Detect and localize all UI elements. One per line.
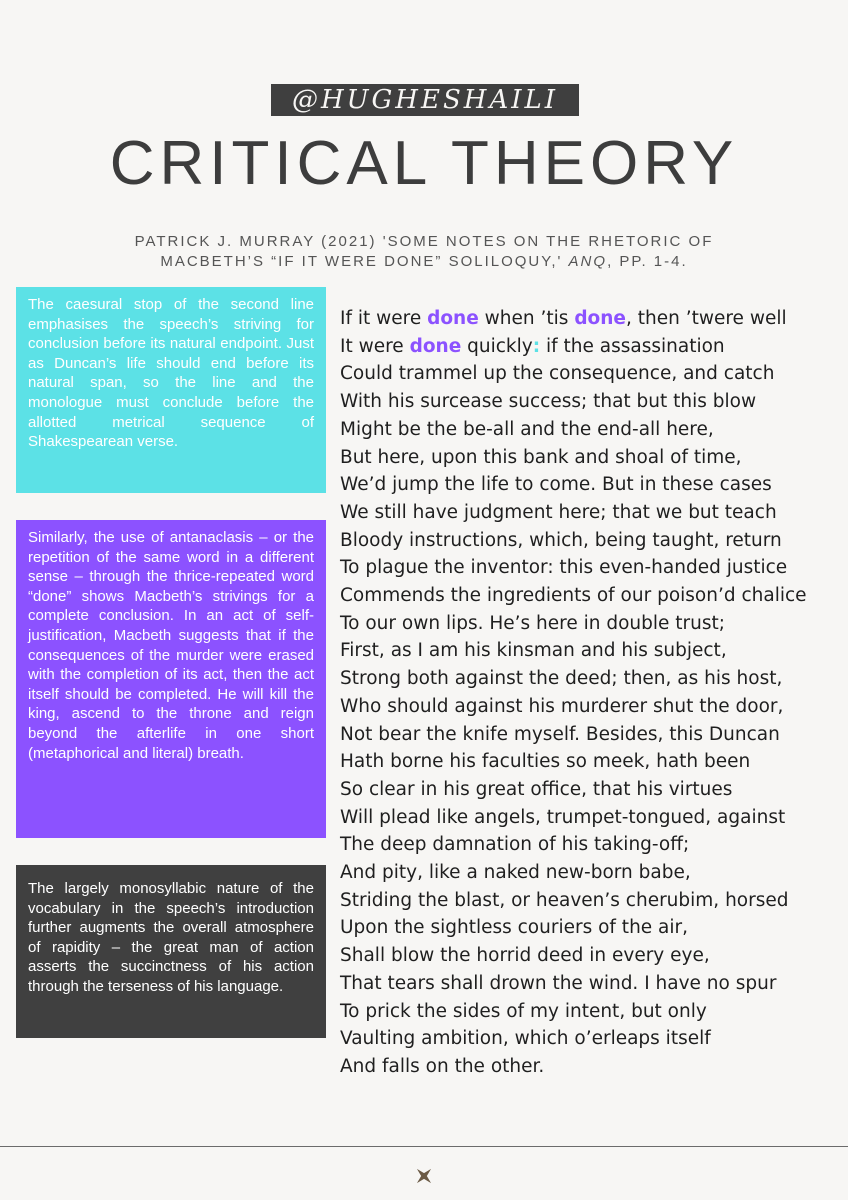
poem-line: Bloody instructions, which, being taught, return bbox=[340, 529, 782, 551]
poem-line: Striding the blast, or heaven’s cherubim, horsed bbox=[340, 889, 789, 911]
note-monosyllabic bbox=[16, 865, 326, 1038]
highlight-done: done bbox=[427, 308, 479, 329]
line-text: It were bbox=[340, 335, 410, 357]
poem-line bbox=[340, 305, 840, 333]
poem-line: Upon the sightless couriers of the air, bbox=[340, 917, 689, 939]
highlight-colon: : bbox=[532, 335, 541, 357]
poem-line: Who should against his murderer shut the door, bbox=[340, 695, 784, 717]
poem-line: Might be the be-all and the end-all here, bbox=[340, 418, 714, 440]
footer-divider bbox=[0, 1146, 848, 1147]
poem-line: That tears shall drown the wind. I have no spur bbox=[340, 972, 777, 994]
poem-line: Shall blow the horrid deed in every eye, bbox=[340, 945, 710, 967]
poem-line: Vaulting ambition, which o’erleaps itself bbox=[340, 1028, 711, 1050]
line-text: quickly bbox=[461, 335, 533, 357]
citation-journal: ANQ bbox=[568, 253, 608, 270]
poem-line bbox=[340, 333, 840, 361]
line-text: when ’tis bbox=[478, 308, 575, 329]
note-text: Similarly, the use of antanaclasis – or the repetition of the same word in a different sense – through the thrice-repeated word “done” shows Macbeth’s strivings for a complete conclusion. In an act of self-justification, Macbeth suggests that if the consequences of the murder were erased with the completion of its act, then the act itself should be completed. He will kill the king, ascend to the throne and reign beyond the afterlife in one short (metaphorical and literal) breath. bbox=[28, 529, 314, 762]
poem-line: Strong both against the deed; then, as his host, bbox=[340, 668, 783, 690]
poem-line: We’d jump the life to come. But in these cases bbox=[340, 474, 772, 496]
poem-line: And falls on the other. bbox=[340, 1055, 545, 1077]
poem-line: The deep damnation of his taking-off; bbox=[340, 834, 690, 856]
note-text: The largely monosyllabic nature of the vocabulary in the speech’s introduction further augments the overall atmosphere of rapidity – the great man of action asserts the succinctness of his action through the terseness of his language. bbox=[28, 880, 314, 995]
poem-line: To our own lips. He’s here in double trust; bbox=[340, 612, 726, 634]
note-text: The caesural stop of the second line emphasises the speech’s striving for conclusion before its natural endpoint. Just as Duncan’s life should end before its natural span, so the line and the monologue must conclude before the allotted metrical sequence of Shakespearean verse. bbox=[28, 296, 314, 451]
poem-line: First, as I am his kinsman and his subject, bbox=[340, 640, 727, 662]
poem-line: So clear in his great office, that his virtues bbox=[340, 778, 733, 800]
poem-line: Hath borne his faculties so meek, hath been bbox=[340, 751, 751, 773]
poem-line: With his surcease success; that but this blow bbox=[340, 391, 757, 413]
line-text: If it were bbox=[340, 308, 428, 329]
poem-line: And pity, like a naked new-born babe, bbox=[340, 862, 691, 884]
author-handle: @HUGHESHAILI bbox=[271, 84, 579, 116]
highlight-done: done bbox=[574, 308, 626, 329]
poem-line: To plague the inventor: this even-handed justice bbox=[340, 557, 788, 579]
line-text: , then ’twere well bbox=[625, 308, 787, 329]
four-point-star-icon bbox=[414, 1166, 434, 1186]
poem-line: Could trammel up the consequence, and catch bbox=[340, 363, 775, 385]
line-text: if the assassination bbox=[540, 335, 725, 357]
note-antanaclasis bbox=[16, 520, 326, 838]
citation-pages: , PP. 1-4. bbox=[607, 253, 688, 270]
note-caesura bbox=[16, 287, 326, 493]
page-title: CRITICAL THEORY bbox=[109, 129, 739, 198]
poem-line: But here, upon this bank and shoal of time, bbox=[340, 446, 742, 468]
poem-line: To prick the sides of my intent, but only bbox=[340, 1000, 707, 1022]
poem-line: Will plead like angels, trumpet-tongued, against bbox=[340, 806, 786, 828]
poem-line: We still have judgment here; that we but teach bbox=[340, 501, 777, 523]
poem-line: Commends the ingredients of our poison’d chalice bbox=[340, 585, 807, 607]
citation bbox=[90, 232, 758, 272]
soliloquy-text bbox=[340, 305, 840, 1081]
highlight-done: done bbox=[409, 335, 462, 357]
poem-line: Not bear the knife myself. Besides, this Duncan bbox=[340, 723, 780, 745]
citation-text: PATRICK J. MURRAY (2021) 'SOME NOTES ON THE RHETORIC OF MACBETH’S “IF IT WERE DONE” SOLILOQUY,' bbox=[134, 233, 714, 270]
